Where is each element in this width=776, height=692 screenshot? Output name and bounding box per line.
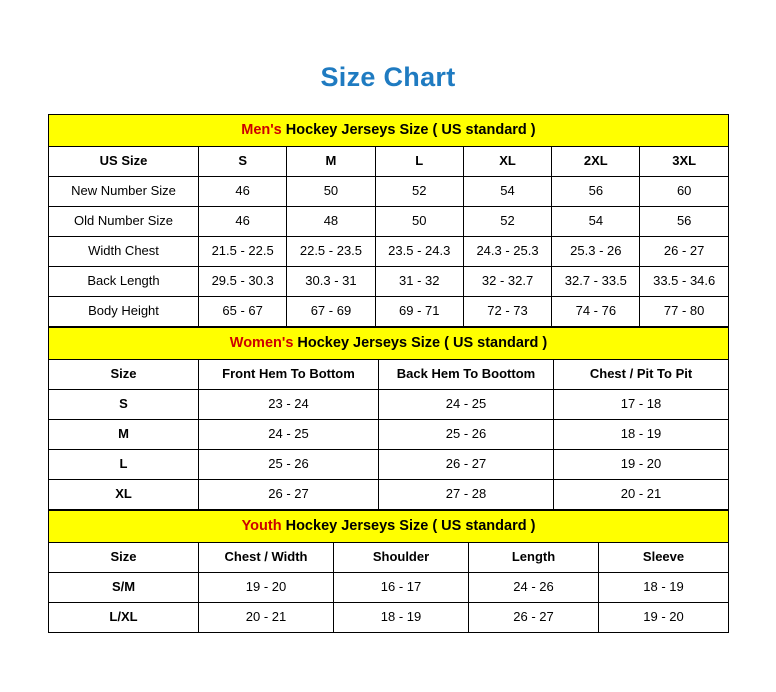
mens-r0-c1: 46 <box>199 177 287 207</box>
mens-r4-c4: 72 - 73 <box>463 297 551 327</box>
womens-col-0: Size <box>49 360 199 390</box>
youth-size-table <box>48 510 729 633</box>
mens-col-4: XL <box>463 147 551 177</box>
youth-r0-c3: 24 - 26 <box>469 573 599 603</box>
youth-r1-c4: 19 - 20 <box>599 603 729 633</box>
mens-r3-c5: 32.7 - 33.5 <box>552 267 640 297</box>
youth-r1-c2: 18 - 19 <box>334 603 469 633</box>
mens-r3-c4: 32 - 32.7 <box>463 267 551 297</box>
mens-r4-c5: 74 - 76 <box>552 297 640 327</box>
womens-r3-c0: XL <box>49 480 199 510</box>
womens-r3-c2: 27 - 28 <box>379 480 554 510</box>
mens-col-2: M <box>287 147 375 177</box>
mens-header-accent: Men's <box>241 121 282 138</box>
mens-r1-c1: 46 <box>199 207 287 237</box>
womens-r2-c0: L <box>49 450 199 480</box>
table-row <box>49 450 729 480</box>
mens-size-table <box>48 114 729 327</box>
mens-section-header <box>49 115 729 147</box>
youth-column-headers <box>49 543 729 573</box>
womens-header-accent: Women's <box>229 334 294 351</box>
womens-col-2: Back Hem To Boottom <box>379 360 554 390</box>
youth-r0-c4: 18 - 19 <box>599 573 729 603</box>
womens-size-table <box>48 327 729 510</box>
mens-r4-c6: 77 - 80 <box>640 297 728 327</box>
mens-r3-c2: 30.3 - 31 <box>287 267 375 297</box>
table-row <box>49 297 729 327</box>
mens-r1-c6: 56 <box>640 207 728 237</box>
mens-r2-c0: Width Chest <box>49 237 199 267</box>
youth-section-header <box>49 511 729 543</box>
youth-col-0: Size <box>49 543 199 573</box>
mens-r4-c1: 65 - 67 <box>199 297 287 327</box>
womens-r3-c3: 20 - 21 <box>554 480 729 510</box>
mens-r4-c0: Body Height <box>49 297 199 327</box>
youth-r1-c3: 26 - 27 <box>469 603 599 633</box>
table-row <box>49 390 729 420</box>
womens-r0-c3: 17 - 18 <box>554 390 729 420</box>
womens-section-header <box>49 328 729 360</box>
mens-r1-c3: 50 <box>375 207 463 237</box>
mens-col-5: 2XL <box>552 147 640 177</box>
womens-r0-c1: 23 - 24 <box>199 390 379 420</box>
mens-r2-c6: 26 - 27 <box>640 237 728 267</box>
womens-header-rest: Hockey Jerseys Size ( US standard ) <box>293 334 548 351</box>
mens-r1-c5: 54 <box>552 207 640 237</box>
table-row <box>49 573 729 603</box>
mens-header-rest: Hockey Jerseys Size ( US standard ) <box>281 121 536 138</box>
mens-r2-c1: 21.5 - 22.5 <box>199 237 287 267</box>
womens-r1-c2: 25 - 26 <box>379 420 554 450</box>
mens-r3-c1: 29.5 - 30.3 <box>199 267 287 297</box>
mens-col-3: L <box>375 147 463 177</box>
youth-col-1: Chest / Width <box>199 543 334 573</box>
mens-r1-c2: 48 <box>287 207 375 237</box>
table-row <box>49 267 729 297</box>
womens-r3-c1: 26 - 27 <box>199 480 379 510</box>
womens-r1-c1: 24 - 25 <box>199 420 379 450</box>
youth-col-3: Length <box>469 543 599 573</box>
mens-r1-c4: 52 <box>463 207 551 237</box>
youth-header-accent: Youth <box>241 517 282 534</box>
womens-r2-c1: 25 - 26 <box>199 450 379 480</box>
womens-col-3: Chest / Pit To Pit <box>554 360 729 390</box>
table-row <box>49 603 729 633</box>
womens-r1-c3: 18 - 19 <box>554 420 729 450</box>
mens-col-6: 3XL <box>640 147 728 177</box>
youth-col-4: Sleeve <box>599 543 729 573</box>
mens-col-1: S <box>199 147 287 177</box>
mens-r2-c5: 25.3 - 26 <box>552 237 640 267</box>
mens-column-headers <box>49 147 729 177</box>
womens-r2-c2: 26 - 27 <box>379 450 554 480</box>
youth-r0-c1: 19 - 20 <box>199 573 334 603</box>
womens-column-headers <box>49 360 729 390</box>
mens-header-cell <box>49 115 729 147</box>
womens-header-cell <box>49 328 729 360</box>
mens-r0-c0: New Number Size <box>49 177 199 207</box>
womens-r2-c3: 19 - 20 <box>554 450 729 480</box>
womens-r0-c2: 24 - 25 <box>379 390 554 420</box>
youth-r1-c1: 20 - 21 <box>199 603 334 633</box>
womens-col-1: Front Hem To Bottom <box>199 360 379 390</box>
mens-r3-c0: Back Length <box>49 267 199 297</box>
table-row <box>49 207 729 237</box>
womens-r1-c0: M <box>49 420 199 450</box>
youth-header-cell <box>49 511 729 543</box>
womens-r0-c0: S <box>49 390 199 420</box>
table-row <box>49 237 729 267</box>
mens-r3-c3: 31 - 32 <box>375 267 463 297</box>
mens-r0-c2: 50 <box>287 177 375 207</box>
mens-r4-c3: 69 - 71 <box>375 297 463 327</box>
mens-col-0: US Size <box>49 147 199 177</box>
mens-r2-c2: 22.5 - 23.5 <box>287 237 375 267</box>
youth-r0-c2: 16 - 17 <box>334 573 469 603</box>
mens-r0-c4: 54 <box>463 177 551 207</box>
mens-r2-c4: 24.3 - 25.3 <box>463 237 551 267</box>
mens-r1-c0: Old Number Size <box>49 207 199 237</box>
page-title: Size Chart <box>320 62 456 92</box>
mens-r3-c6: 33.5 - 34.6 <box>640 267 728 297</box>
mens-r4-c2: 67 - 69 <box>287 297 375 327</box>
youth-r1-c0: L/XL <box>49 603 199 633</box>
tables-container <box>48 114 728 633</box>
mens-r0-c6: 60 <box>640 177 728 207</box>
table-row <box>49 480 729 510</box>
youth-header-rest: Hockey Jerseys Size ( US standard ) <box>281 517 536 534</box>
youth-col-2: Shoulder <box>334 543 469 573</box>
mens-r0-c5: 56 <box>552 177 640 207</box>
table-row <box>49 420 729 450</box>
table-row <box>49 177 729 207</box>
mens-r0-c3: 52 <box>375 177 463 207</box>
mens-r2-c3: 23.5 - 24.3 <box>375 237 463 267</box>
youth-r0-c0: S/M <box>49 573 199 603</box>
